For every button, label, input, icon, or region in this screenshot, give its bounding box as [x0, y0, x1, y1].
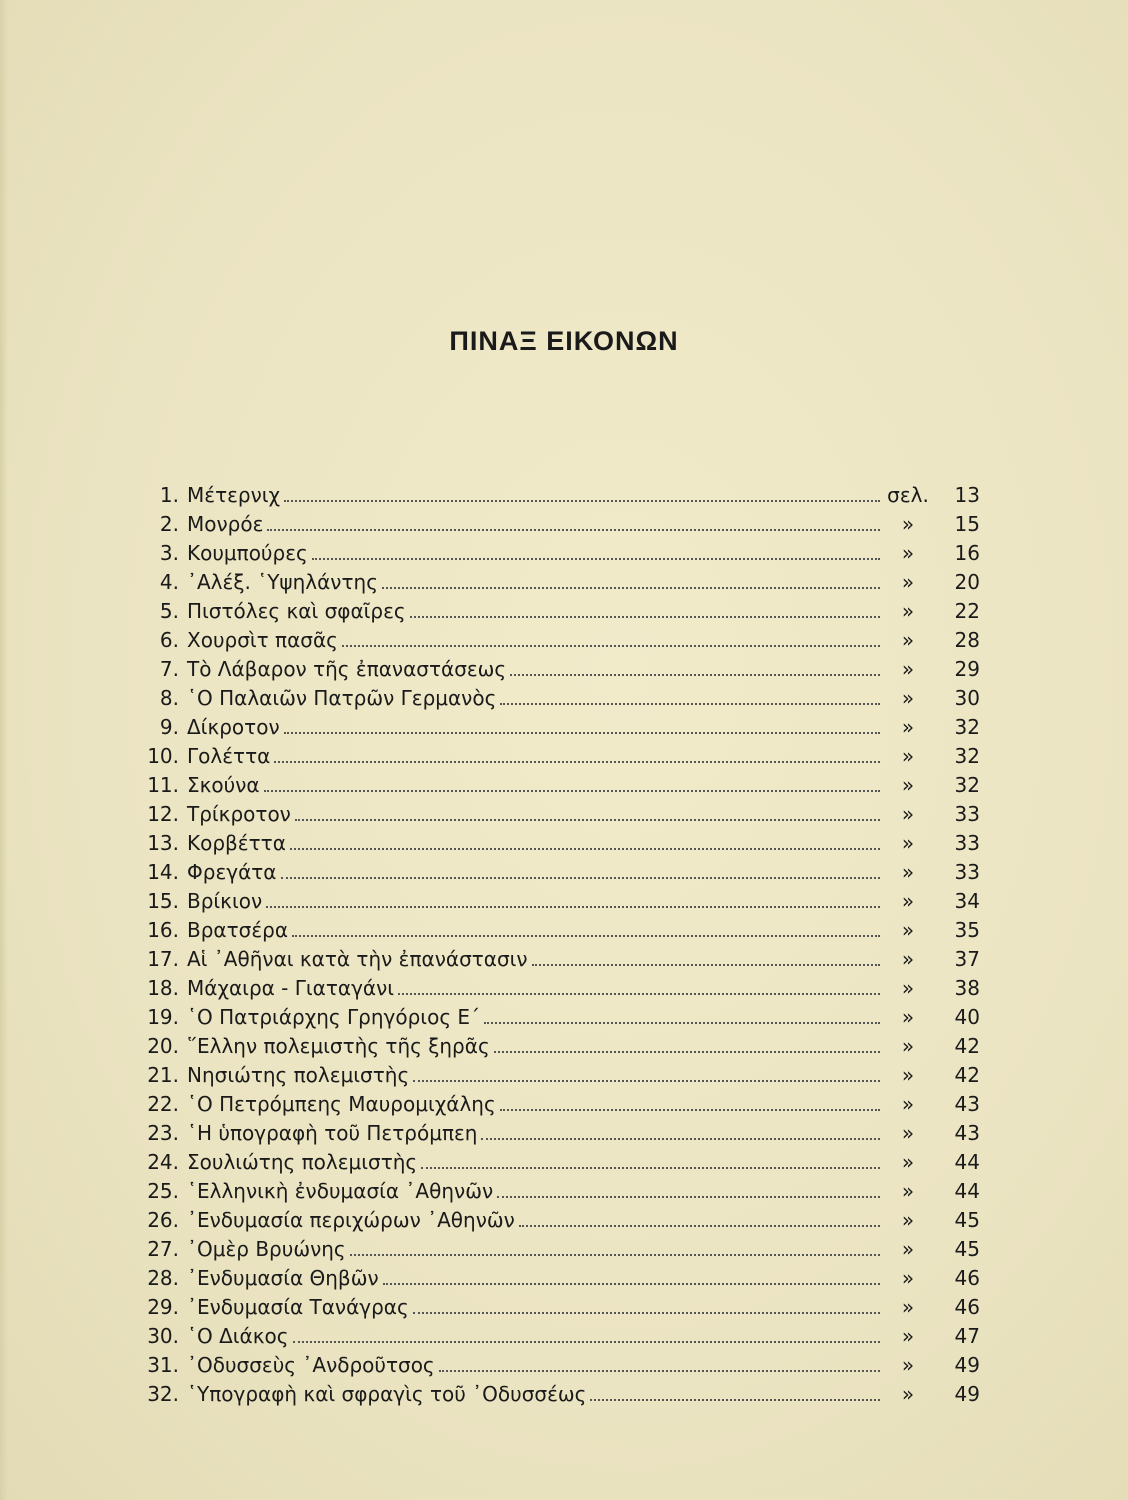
page-edge-shadow	[0, 0, 8, 1500]
entry-number: 18.	[147, 976, 179, 1000]
dot-leader	[481, 1137, 880, 1140]
page-number: 32	[954, 715, 980, 739]
toc-entry	[130, 594, 990, 623]
toc-entry	[130, 942, 990, 971]
toc-entry	[130, 826, 990, 855]
entry-title: Κορβέττα	[187, 831, 286, 855]
entry-number: 23.	[147, 1121, 179, 1145]
toc-entry	[130, 1203, 990, 1232]
toc-entry	[130, 884, 990, 913]
page-unit: »	[901, 889, 915, 913]
toc-entry	[130, 710, 990, 739]
entry-title: ᾿Ενδυμασία Θηβῶν	[187, 1266, 379, 1290]
dot-leader	[497, 1195, 880, 1198]
entry-title: ῾Ο Παλαιῶν Πατρῶν Γερμανὸς	[187, 686, 497, 710]
entry-title: Μάχαιρα - Γιαταγάνι	[187, 976, 395, 1000]
page-unit: »	[901, 541, 915, 565]
page-unit: »	[901, 976, 915, 1000]
page-number: 38	[954, 976, 980, 1000]
page-unit: »	[901, 1150, 915, 1174]
page-unit: »	[901, 715, 915, 739]
entry-number: 25.	[147, 1179, 179, 1203]
page-unit: »	[901, 657, 915, 681]
page-number: 40	[954, 1005, 980, 1029]
page-unit: »	[901, 802, 915, 826]
dot-leader	[350, 1253, 880, 1256]
entry-number: 16.	[147, 918, 179, 942]
toc-entry	[130, 1174, 990, 1203]
entry-title: ῾Υπογραφὴ καὶ σφραγὶς τοῦ ᾿Οδυσσέως	[187, 1382, 587, 1406]
entry-title: ᾿Ενδυμασία περιχώρων ᾿Αθηνῶν	[187, 1208, 515, 1232]
page-unit: »	[901, 512, 915, 536]
toc-entry	[130, 797, 990, 826]
page-number: 42	[954, 1063, 980, 1087]
entry-number: 5.	[159, 599, 179, 623]
toc-entry	[130, 971, 990, 1000]
page-number: 33	[954, 831, 980, 855]
page-number: 37	[954, 947, 980, 971]
entry-number: 11.	[147, 773, 179, 797]
page-number: 45	[954, 1237, 980, 1261]
page-unit: »	[901, 860, 915, 884]
entry-title: Βρατσέρα	[187, 918, 289, 942]
page-unit: »	[901, 947, 915, 971]
entry-title: Τὸ Λάβαρον τῆς ἐπαναστάσεως	[187, 657, 507, 681]
entry-title: Αἱ ᾿Αθῆναι κατὰ τὴν ἐπανάστασιν	[187, 947, 528, 971]
entry-number: 20.	[147, 1034, 179, 1058]
page-unit: »	[901, 570, 915, 594]
entry-title: Μέτερνιχ	[187, 483, 281, 507]
entry-number: 3.	[159, 541, 179, 565]
entry-title: Δίκροτον	[187, 715, 280, 739]
page-unit: »	[901, 1382, 915, 1406]
page-number: 29	[954, 657, 980, 681]
page-unit: »	[901, 1179, 915, 1203]
page-number: 34	[954, 889, 980, 913]
page-number: 16	[954, 541, 980, 565]
toc-entry	[130, 507, 990, 536]
page-unit: »	[901, 831, 915, 855]
toc-entry	[130, 1000, 990, 1029]
entry-number: 29.	[147, 1295, 179, 1319]
dot-leader	[274, 760, 880, 763]
page-number: 13	[954, 483, 980, 507]
entry-title: Νησιώτης πολεμιστὴς	[187, 1063, 410, 1087]
entry-number: 17.	[147, 947, 179, 971]
entry-title: Σκούνα	[187, 773, 260, 797]
entry-title: ῾Ελληνικὴ ἐνδυμασία ᾿Αθηνῶν	[187, 1179, 494, 1203]
page-number: 32	[954, 744, 980, 768]
entry-number: 27.	[147, 1237, 179, 1261]
page-number: 32	[954, 773, 980, 797]
page-unit: »	[901, 1034, 915, 1058]
page-unit: »	[901, 1324, 915, 1348]
dot-leader	[281, 876, 881, 879]
toc-entry	[130, 478, 990, 507]
entry-number: 22.	[147, 1092, 179, 1116]
page-unit: σελ.	[887, 483, 929, 507]
page-unit: »	[901, 628, 915, 652]
entry-number: 26.	[147, 1208, 179, 1232]
toc-entry	[130, 536, 990, 565]
entry-number: 7.	[159, 657, 179, 681]
entry-number: 10.	[147, 744, 179, 768]
page-number: 30	[954, 686, 980, 710]
dot-leader	[413, 1079, 880, 1082]
dot-leader	[484, 1021, 880, 1024]
toc-entry	[130, 565, 990, 594]
toc-entry	[130, 1145, 990, 1174]
dot-leader	[342, 644, 880, 647]
toc-entry	[130, 1290, 990, 1319]
toc-entry	[130, 1319, 990, 1348]
dot-leader	[264, 789, 880, 792]
entry-title: ᾿Ενδυμασία Τανάγρας	[187, 1295, 409, 1319]
page-number: 46	[954, 1295, 980, 1319]
page-unit: »	[901, 1208, 915, 1232]
toc-entry	[130, 1377, 990, 1406]
dot-leader	[312, 557, 880, 560]
entry-number: 31.	[147, 1353, 179, 1377]
dot-leader	[284, 731, 880, 734]
entry-number: 12.	[147, 802, 179, 826]
dot-leader	[421, 1166, 880, 1169]
page-number: 33	[954, 802, 980, 826]
page-title: ΠΙΝΑΞ ΕΙΚΟΝΩΝ	[449, 326, 679, 356]
page-unit: »	[901, 773, 915, 797]
dot-leader	[295, 818, 880, 821]
entry-number: 21.	[147, 1063, 179, 1087]
page-unit: »	[901, 918, 915, 942]
toc-entry	[130, 623, 990, 652]
entry-title: ῾Η ὑπογραφὴ τοῦ Πετρόμπεη	[187, 1121, 478, 1145]
dot-leader	[532, 963, 880, 966]
page-number: 47	[954, 1324, 980, 1348]
entry-title: Μονρόε	[187, 512, 264, 536]
dot-leader	[590, 1398, 880, 1401]
page-unit: »	[901, 599, 915, 623]
dot-leader	[266, 905, 880, 908]
toc-entry	[130, 1232, 990, 1261]
page-number: 45	[954, 1208, 980, 1232]
page-number: 15	[954, 512, 980, 536]
entry-title: ῾Ο Διάκος	[187, 1324, 289, 1348]
entry-number: 1.	[159, 483, 179, 507]
entry-number: 2.	[159, 512, 179, 536]
entry-number: 6.	[159, 628, 179, 652]
entry-title: Πιστόλες καὶ σφαῖρες	[187, 599, 406, 623]
entry-title: Γολέττα	[187, 744, 271, 768]
toc-entry	[130, 768, 990, 797]
entry-title: Βρίκιον	[187, 889, 263, 913]
entry-number: 9.	[159, 715, 179, 739]
page-number: 49	[954, 1382, 980, 1406]
entry-title: Σουλιώτης πολεμιστὴς	[187, 1150, 418, 1174]
entry-title: ῾Ο Πατριάρχης Γρηγόριος Ε΄	[187, 1005, 481, 1029]
page-unit: »	[901, 1063, 915, 1087]
dot-leader	[410, 615, 880, 618]
dot-leader	[494, 1050, 880, 1053]
page-unit: »	[901, 686, 915, 710]
dot-leader	[290, 847, 880, 850]
page-unit: »	[901, 1237, 915, 1261]
page-number: 42	[954, 1034, 980, 1058]
page-unit: »	[901, 1121, 915, 1145]
entry-title: ᾿Αλέξ. ῾Υψηλάντης	[187, 570, 378, 594]
toc-entry	[130, 913, 990, 942]
dot-leader	[293, 1340, 881, 1343]
page-number: 49	[954, 1353, 980, 1377]
dot-leader	[439, 1369, 880, 1372]
entry-number: 32.	[147, 1382, 179, 1406]
toc-entry	[130, 739, 990, 768]
page-unit: »	[901, 1092, 915, 1116]
entry-number: 19.	[147, 1005, 179, 1029]
entry-number: 14.	[147, 860, 179, 884]
entry-number: 15.	[147, 889, 179, 913]
dot-leader	[284, 499, 880, 502]
page-number: 22	[954, 599, 980, 623]
dot-leader	[398, 992, 880, 995]
dot-leader	[382, 586, 880, 589]
toc-entry	[130, 652, 990, 681]
dot-leader	[413, 1311, 880, 1314]
entry-number: 24.	[147, 1150, 179, 1174]
toc-entry	[130, 681, 990, 710]
entry-title: ᾿Οδυσσεὺς ᾿Ανδροῦτσος	[187, 1353, 435, 1377]
dot-leader	[292, 934, 880, 937]
entry-title: Τρίκροτον	[187, 802, 291, 826]
entry-title: ᾿Ομὲρ Βρυώνης	[187, 1237, 346, 1261]
toc-entry	[130, 1029, 990, 1058]
dot-leader	[519, 1224, 880, 1227]
entry-title: Κουμπούρες	[187, 541, 308, 565]
dot-leader	[500, 1108, 880, 1111]
dot-leader	[267, 528, 880, 531]
entry-number: 13.	[147, 831, 179, 855]
page-unit: »	[901, 1295, 915, 1319]
toc-entry	[130, 1261, 990, 1290]
entry-title: ῾Ο Πετρόμπεης Μαυρομιχάλης	[187, 1092, 496, 1116]
toc-entry	[130, 1058, 990, 1087]
page-number: 44	[954, 1150, 980, 1174]
page-number: 44	[954, 1179, 980, 1203]
page-number: 33	[954, 860, 980, 884]
dot-leader	[500, 702, 880, 705]
toc-entry	[130, 1116, 990, 1145]
entry-number: 8.	[159, 686, 179, 710]
dot-leader	[383, 1282, 880, 1285]
toc-entry	[130, 1348, 990, 1377]
toc-entry	[130, 1087, 990, 1116]
page-number: 28	[954, 628, 980, 652]
page-unit: »	[901, 1005, 915, 1029]
page-unit: »	[901, 1266, 915, 1290]
toc-entry	[130, 855, 990, 884]
page-number: 43	[954, 1121, 980, 1145]
page-number: 46	[954, 1266, 980, 1290]
entry-number: 4.	[159, 570, 179, 594]
table-of-figures	[130, 478, 990, 1406]
entry-title: ῞Ελλην πολεμιστὴς τῆς ξηρᾶς	[187, 1034, 490, 1058]
entry-number: 30.	[147, 1324, 179, 1348]
entry-number: 28.	[147, 1266, 179, 1290]
page-number: 43	[954, 1092, 980, 1116]
page-number: 35	[954, 918, 980, 942]
page-unit: »	[901, 744, 915, 768]
entry-title: Φρεγάτα	[187, 860, 277, 884]
dot-leader	[510, 673, 880, 676]
entry-title: Χουρσὶτ πασᾶς	[187, 628, 338, 652]
page-number: 20	[954, 570, 980, 594]
page-unit: »	[901, 1353, 915, 1377]
